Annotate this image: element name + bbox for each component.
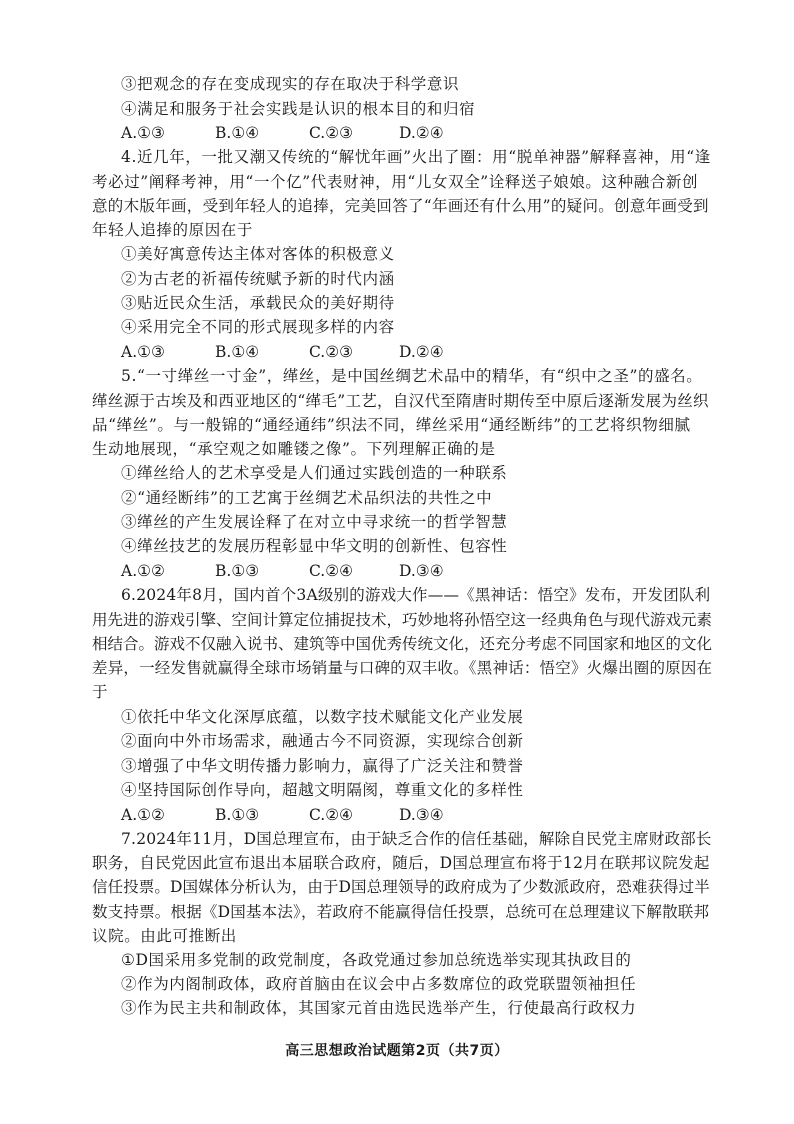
q6-stem-line: 相结合。游戏不仅融入说书、建筑等中国优秀传统文化，还充分考虑不同国家和地区的文化	[92, 635, 713, 653]
q7-stem-line: 信任投票。D国媒体分析认为，由于D国总理领导的政府成为了少数派政府，恐难获得过半	[92, 878, 710, 896]
q7-stem-line: 数支持票。根据《D国基本法》，若政府不能赢得信任投票，总统可在总理建议下解散联邦	[92, 903, 710, 921]
q7-stem-line: 7.2024年11月，D国总理宣布，由于缺乏合作的信任基础，解除自民党主席财政部长	[121, 830, 712, 848]
q6-option-d: D.③④	[399, 806, 444, 824]
q7-stem-line: 议院。由此可推断出	[92, 927, 237, 945]
q5-item-4: ④缂丝技艺的发展历程彰显中华文明的创新性、包容性	[121, 537, 508, 555]
q6-option-b: B.①③	[215, 806, 260, 824]
q7-item-3: ③作为民主共和制政体，其国家元首由选民选举产生，行使最高行政权力	[121, 999, 637, 1017]
q3-item-3: ③把观念的存在变成现实的存在取决于科学意识	[121, 75, 460, 93]
q6-option-a: A.①②	[121, 806, 165, 824]
q5-stem-line: 生动地展现，“承空观之如雕镂之像”。下列理解正确的是	[92, 440, 496, 458]
q4-option-b: B.①④	[215, 343, 260, 361]
q4-stem-line: 考必过”阐释考神，用“一个亿”代表财神，用“儿女双全”诠释送子娘娘。这种融合新创	[92, 173, 699, 191]
q7-item-2: ②作为内阁制政体，政府首脑由在议会中占多数席位的政党联盟领袖担任	[121, 975, 637, 993]
q4-option-d: D.②④	[399, 343, 444, 361]
q3-option-d: D.②④	[399, 124, 444, 142]
q4-stem-line: 年轻人追捧的原因在于	[92, 221, 254, 239]
q6-stem-line: 6.2024年8月，国内首个3A级别的游戏大作——《黑神话：悟空》发布，开发团队利	[121, 586, 711, 604]
q4-item-2: ②为古老的祈福传统赋予新的时代内涵	[121, 270, 395, 288]
q7-item-1: ①D国采用多党制的政党制度，各政党通过参加总统选举实现其执政目的	[121, 951, 632, 969]
q5-item-3: ③缂丝的产生发展诠释了在对立中寻求统一的哲学智慧	[121, 513, 508, 531]
q4-option-a: A.①③	[121, 343, 165, 361]
q3-item-4: ④满足和服务于社会实践是认识的根本目的和归宿	[121, 100, 476, 118]
q4-option-c: C.②③	[309, 343, 354, 361]
q6-stem-line: 于	[92, 683, 109, 701]
q5-stem-line: 缂丝源于古埃及和西亚地区的“缂毛”工艺，自汉代至隋唐时期传至中原后逐渐发展为丝织	[92, 392, 709, 410]
q5-stem-line: 5.“一寸缂丝一寸金”，缂丝，是中国丝绸艺术品中的精华，有“织中之圣”的盛名。	[121, 367, 703, 385]
page-footer: 高三思想政治试题第2页（共7页）	[285, 1043, 509, 1059]
q6-item-1: ①依托中华文化深厚底蕴，以数字技术赋能文化产业发展	[121, 708, 524, 726]
q5-option-a: A.①②	[121, 562, 165, 580]
q4-item-4: ④采用完全不同的形式展现多样的内容	[121, 318, 395, 336]
q5-option-c: C.②④	[309, 562, 354, 580]
q3-option-c: C.②③	[309, 124, 354, 142]
q5-option-d: D.③④	[399, 562, 444, 580]
q5-item-2: ②“通经断纬”的工艺寓于丝绸艺术品织法的共性之中	[121, 489, 493, 507]
q4-stem-line: 4.近几年，一批又潮又传统的“解忧年画”火出了圈：用“脱单神器”解释喜神，用“逢	[121, 148, 711, 166]
q6-stem-line: 用先进的游戏引擎、空间计算定位捕捉技术，巧妙地将孙悟空这一经典角色与现代游戏元素	[92, 611, 713, 629]
q5-option-b: B.①③	[215, 562, 260, 580]
q5-stem-line: 品“缂丝”。与一般锦的“通经通纬”织法不同，缂丝采用“通经断纬”的工艺将织物细腻	[92, 416, 691, 434]
q5-item-1: ①缂丝给人的艺术享受是人们通过实践创造的一种联系	[121, 464, 508, 482]
q6-stem-line: 差异，一经发售就赢得全球市场销量与口碑的双丰收。《黑神话：悟空》火爆出圈的原因在	[92, 659, 713, 677]
q3-option-b: B.①④	[215, 124, 260, 142]
q3-option-a: A.①③	[121, 124, 165, 142]
q6-option-c: C.②④	[309, 806, 354, 824]
q6-item-3: ③增强了中华文明传播力影响力，赢得了广泛关注和赞誉	[121, 757, 524, 775]
q4-stem-line: 意的木版年画，受到年轻人的追捧，完美回答了“年画还有什么用”的疑问。创意年画受到	[92, 197, 709, 215]
q7-stem-line: 职务，自民党因此宣布退出本届联合政府，随后，D国总理宣布将于12月在联邦议院发起	[92, 854, 710, 872]
q6-item-4: ④坚持国际创作导向，超越文明隔阂，尊重文化的多样性	[121, 781, 524, 799]
q6-item-2: ②面向中外市场需求，融通古今不同资源，实现综合创新	[121, 732, 524, 750]
q4-item-3: ③贴近民众生活，承载民众的美好期待	[121, 294, 395, 312]
q4-item-1: ①美好寓意传达主体对客体的积极意义	[121, 245, 395, 263]
